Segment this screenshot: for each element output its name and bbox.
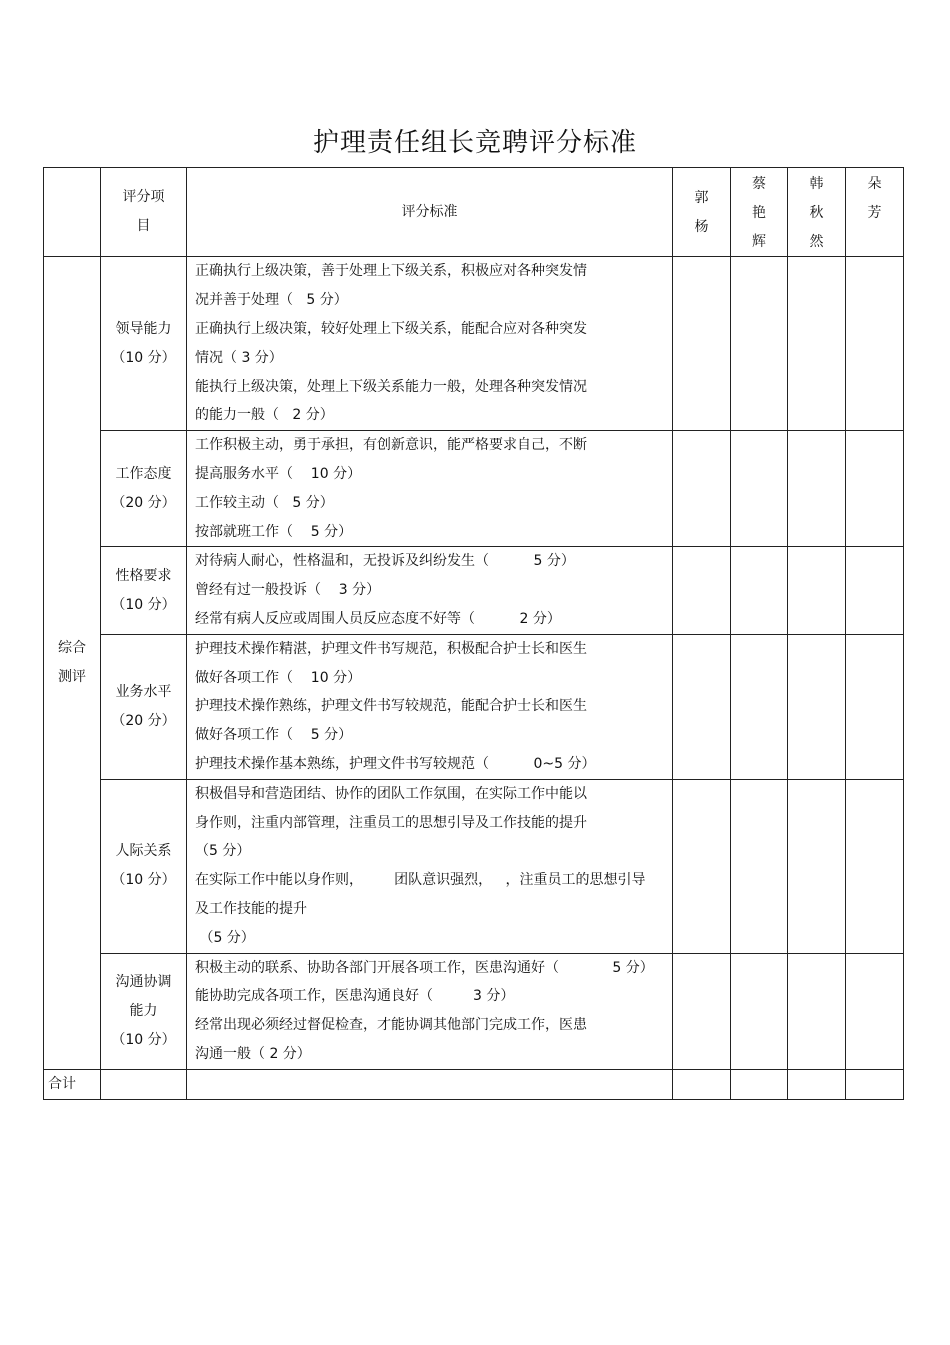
criteria-line: 能协助完成各项工作，医患沟通良好（ 3 分） bbox=[195, 988, 515, 1005]
candidate-name-char: 辉 bbox=[752, 233, 766, 250]
total-label: 合计 bbox=[44, 1069, 101, 1099]
criteria-line: 况并善于处理（ 5 分） bbox=[195, 292, 348, 309]
candidate-header bbox=[673, 168, 731, 257]
total-row bbox=[44, 1069, 904, 1099]
score-cell[interactable] bbox=[788, 779, 846, 953]
score-cell[interactable] bbox=[673, 257, 731, 431]
score-cell[interactable] bbox=[788, 953, 846, 1069]
item-cell bbox=[101, 547, 187, 634]
criteria-line: 做好各项工作（ 5 分） bbox=[195, 727, 353, 744]
category-label-line: 综合 bbox=[58, 640, 86, 657]
score-cell[interactable] bbox=[673, 779, 731, 953]
score-cell[interactable] bbox=[731, 547, 788, 634]
criteria-row bbox=[44, 547, 904, 634]
total-item-cell bbox=[101, 1069, 187, 1099]
candidate-name-char: 郭 bbox=[694, 190, 709, 207]
candidate-name-char: 韩 bbox=[809, 176, 824, 192]
category-cell bbox=[44, 257, 101, 1069]
header-item-label-line: 目 bbox=[136, 218, 151, 235]
criteria-line: （5 分） bbox=[195, 929, 255, 946]
score-cell[interactable] bbox=[731, 431, 788, 547]
criteria-row bbox=[44, 953, 904, 1069]
criteria-line: 经常有病人反应或周围人员反应态度不好等（ 2 分） bbox=[195, 610, 561, 627]
scoring-table bbox=[43, 167, 904, 1100]
score-cell[interactable] bbox=[731, 257, 788, 431]
item-label-line: （10 分） bbox=[111, 872, 176, 889]
header-item-label-line: 评分项 bbox=[122, 189, 165, 206]
criteria-line: 对待病人耐心，性格温和，无投诉及纠纷发生（ 5 分） bbox=[195, 553, 575, 570]
criteria-row bbox=[44, 634, 904, 779]
score-cell[interactable] bbox=[846, 257, 904, 431]
candidate-name-char: 秋 bbox=[809, 204, 824, 221]
score-cell[interactable] bbox=[846, 547, 904, 634]
criteria-cell bbox=[187, 634, 673, 779]
item-label-line: （20 分） bbox=[111, 712, 176, 729]
score-cell[interactable] bbox=[673, 547, 731, 634]
score-cell[interactable] bbox=[673, 634, 731, 779]
criteria-line: 工作积极主动，勇于承担，有创新意识，能严格要求自己，不断 bbox=[195, 437, 587, 454]
total-score-cell[interactable] bbox=[846, 1069, 904, 1099]
criteria-line: 护理技术操作精湛，护理文件书写规范，积极配合护士长和医生 bbox=[195, 640, 587, 657]
criteria-line: 在实际工作中能以身作则， 团队意识强烈， ，注重员工的思想引导 bbox=[195, 872, 646, 889]
criteria-line: 护理技术操作基本熟练，护理文件书写较规范（ 0~5 分） bbox=[195, 755, 596, 772]
criteria-cell bbox=[187, 953, 673, 1069]
criteria-cell bbox=[187, 257, 673, 431]
item-label-line: （20 分） bbox=[111, 494, 176, 511]
header-item-cell bbox=[101, 168, 187, 257]
score-cell[interactable] bbox=[731, 634, 788, 779]
item-label-line: （10 分） bbox=[111, 596, 176, 613]
score-cell[interactable] bbox=[846, 953, 904, 1069]
criteria-line: 身作则，注重内部管理，注重员工的思想引导及工作技能的提升 bbox=[195, 814, 587, 831]
score-cell[interactable] bbox=[673, 431, 731, 547]
criteria-line: 工作较主动（ 5 分） bbox=[195, 494, 334, 511]
criteria-cell bbox=[187, 547, 673, 634]
score-cell[interactable] bbox=[673, 953, 731, 1069]
criteria-row bbox=[44, 779, 904, 953]
criteria-line: 沟通一般（ 2 分） bbox=[195, 1045, 311, 1062]
score-cell[interactable] bbox=[731, 779, 788, 953]
criteria-line: 情况（ 3 分） bbox=[195, 349, 283, 366]
score-cell[interactable] bbox=[846, 431, 904, 547]
item-label-line: 人际关系 bbox=[115, 843, 172, 860]
criteria-row bbox=[44, 257, 904, 431]
header-row bbox=[44, 168, 904, 257]
item-label-line: 业务水平 bbox=[115, 683, 172, 700]
candidate-name-char: 杨 bbox=[694, 219, 709, 236]
candidate-header bbox=[731, 168, 788, 257]
score-cell[interactable] bbox=[788, 257, 846, 431]
criteria-line: 正确执行上级决策，善于处理上下级关系，积极应对各种突发情 bbox=[195, 263, 587, 280]
item-label-line: 沟通协调 bbox=[115, 973, 172, 990]
criteria-line: （5 分） bbox=[195, 843, 251, 860]
candidate-name-char: 然 bbox=[809, 233, 824, 250]
header-blank-cell bbox=[44, 168, 101, 257]
total-score-cell[interactable] bbox=[673, 1069, 731, 1099]
criteria-line: 及工作技能的提升 bbox=[195, 900, 307, 917]
score-cell[interactable] bbox=[788, 431, 846, 547]
item-label-line: （10 分） bbox=[111, 349, 176, 366]
page-title: 护理责任组长竞聘评分标准 bbox=[312, 128, 637, 158]
criteria-line: 护理技术操作熟练，护理文件书写较规范，能配合护士长和医生 bbox=[195, 698, 587, 715]
criteria-cell bbox=[187, 431, 673, 547]
criteria-line: 积极主动的联系、协助各部门开展各项工作，医患沟通好（ 5 分） bbox=[195, 959, 654, 976]
total-criteria-cell bbox=[187, 1069, 673, 1099]
item-label-line: 能力 bbox=[129, 1002, 158, 1019]
item-cell bbox=[101, 257, 187, 431]
candidate-header bbox=[788, 168, 846, 257]
score-cell[interactable] bbox=[846, 634, 904, 779]
score-cell[interactable] bbox=[788, 634, 846, 779]
item-label-line: 领导能力 bbox=[115, 320, 172, 337]
criteria-line: 提高服务水平（ 10 分） bbox=[195, 465, 362, 482]
score-cell[interactable] bbox=[788, 547, 846, 634]
score-cell[interactable] bbox=[846, 779, 904, 953]
criteria-row bbox=[44, 431, 904, 547]
item-cell bbox=[101, 431, 187, 547]
item-cell bbox=[101, 953, 187, 1069]
total-score-cell[interactable] bbox=[731, 1069, 788, 1099]
candidate-name-char: 朵 bbox=[867, 176, 882, 192]
item-cell bbox=[101, 634, 187, 779]
criteria-line: 正确执行上级决策，较好处理上下级关系，能配合应对各种突发 bbox=[195, 320, 587, 337]
header-standard-cell: 评分标准 bbox=[187, 168, 673, 257]
criteria-line: 做好各项工作（ 10 分） bbox=[195, 669, 362, 686]
criteria-line: 的能力一般（ 2 分） bbox=[195, 407, 334, 424]
category-label-line: 测评 bbox=[58, 669, 86, 686]
candidate-name-char: 艳 bbox=[752, 204, 766, 221]
score-cell[interactable] bbox=[731, 953, 788, 1069]
item-label-line: 工作态度 bbox=[115, 465, 172, 482]
candidate-header bbox=[846, 168, 904, 257]
item-cell bbox=[101, 779, 187, 953]
criteria-line: 曾经有过一般投诉（ 3 分） bbox=[195, 582, 381, 599]
criteria-line: 经常出现必须经过督促检查，才能协调其他部门完成工作，医患 bbox=[195, 1017, 587, 1034]
criteria-line: 能执行上级决策，处理上下级关系能力一般，处理各种突发情况 bbox=[195, 378, 587, 395]
candidate-name-char: 蔡 bbox=[752, 176, 766, 192]
criteria-line: 按部就班工作（ 5 分） bbox=[195, 523, 353, 540]
total-score-cell[interactable] bbox=[788, 1069, 846, 1099]
item-label-line: （10 分） bbox=[111, 1031, 176, 1048]
criteria-cell bbox=[187, 779, 673, 953]
criteria-line: 积极倡导和营造团结、协作的团队工作氛围，在实际工作中能以 bbox=[195, 785, 587, 802]
item-label-line: 性格要求 bbox=[115, 567, 172, 584]
candidate-name-char: 芳 bbox=[867, 204, 882, 221]
